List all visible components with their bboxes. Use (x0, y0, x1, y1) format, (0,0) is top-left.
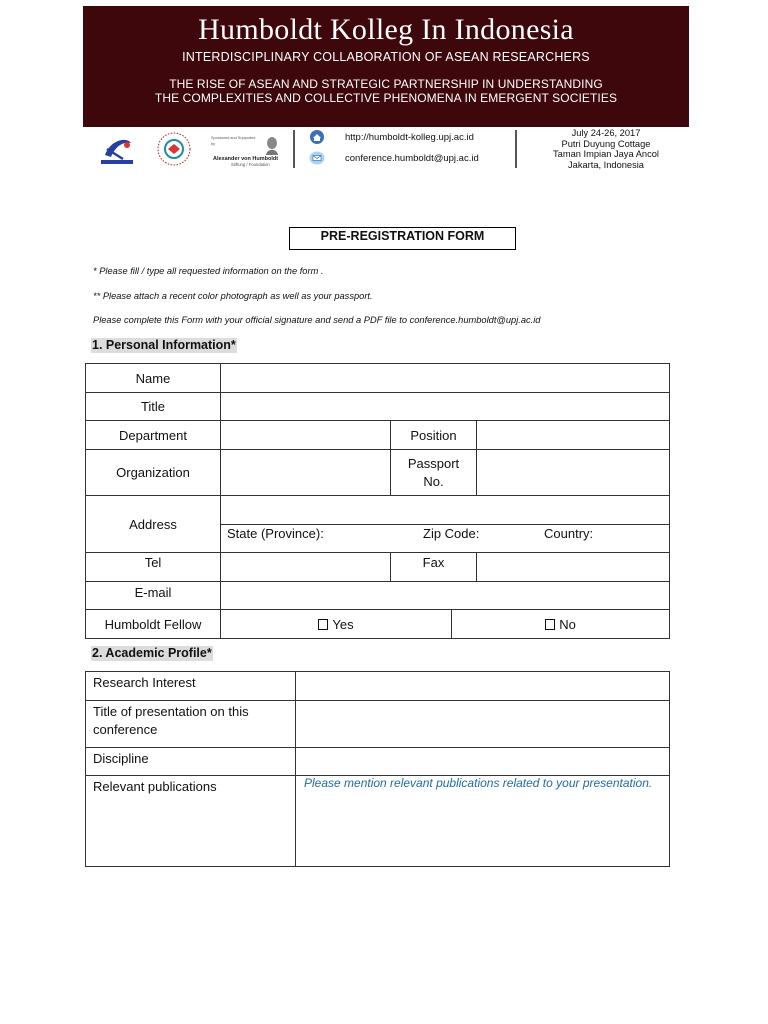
tel-field[interactable] (221, 553, 391, 582)
email-label: E-mail (86, 582, 221, 610)
state-label: State (Province): (227, 526, 324, 541)
personal-info-heading: 1. Personal Information* (92, 338, 236, 352)
email-field[interactable] (221, 582, 670, 610)
fax-label: Fax (391, 553, 477, 582)
humboldt-portrait-icon (264, 135, 280, 155)
website-link[interactable]: http://humboldt-kolleg.upj.ac.id (345, 131, 474, 143)
discipline-label: Discipline (86, 748, 296, 776)
form-title: PRE-REGISTRATION FORM (289, 227, 516, 250)
department-field[interactable] (221, 421, 391, 450)
zip-label: Zip Code: (423, 526, 480, 541)
passport-label (391, 450, 477, 496)
yes-label: Yes (332, 616, 354, 632)
organization-field[interactable] (221, 450, 391, 496)
discipline-field[interactable] (296, 748, 670, 776)
email-row[interactable] (309, 151, 479, 165)
position-label: Position (391, 421, 477, 450)
mail-icon (309, 151, 325, 165)
sponsor-sub: Stiftung / Foundation (231, 162, 270, 167)
conference-title: Humboldt Kolleg In Indonesia (198, 13, 574, 46)
presentation-title-field[interactable] (296, 701, 670, 748)
presentation-title-label (86, 701, 296, 748)
event-venue-3: Jakarta, Indonesia (568, 159, 644, 170)
header-banner (83, 6, 689, 127)
event-dates (523, 128, 689, 170)
divider (515, 130, 517, 168)
humboldt-foundation-logo (211, 133, 283, 167)
academic-profile-heading: 2. Academic Profile* (92, 646, 212, 660)
academic-profile-table (85, 671, 670, 867)
department-label: Department (86, 421, 221, 450)
info-bar (83, 127, 689, 172)
name-label: Name (86, 364, 221, 393)
address-label: Address (86, 496, 221, 553)
pestekom-logo-icon (97, 133, 137, 167)
research-interest-field[interactable] (296, 672, 670, 701)
address-field[interactable] (221, 496, 670, 525)
passport-field[interactable] (477, 450, 670, 496)
event-date: July 24-26, 2017 (571, 128, 641, 138)
country-label: Country: (544, 526, 594, 541)
website-row[interactable] (309, 130, 474, 144)
conference-subtitle: INTERDISCIPLINARY COLLABORATION OF ASEAN RESEARCHERS (182, 50, 590, 64)
presentation-title-line-2: conference (93, 722, 158, 737)
note-1: * Please fill / type all requested information on the form . (93, 266, 324, 276)
home-icon (309, 130, 325, 144)
note-2: ** Please attach a recent color photograph as well as your passport. (93, 291, 373, 301)
name-field[interactable] (221, 364, 670, 393)
yes-checkbox[interactable] (318, 619, 328, 630)
organization-label: Organization (86, 450, 221, 496)
sponsor-small-text: Sponsored and Supported by (211, 136, 256, 146)
note-3: Please complete this Form with your official signature and send a PDF file to conference.humboldt@upj.ac.id (93, 315, 541, 325)
presentation-title-line-1: Title of presentation on this (93, 704, 249, 719)
sponsor-name: Alexander von Humboldt (213, 156, 279, 162)
university-logo-icon (153, 130, 195, 168)
fellow-yes-option[interactable] (221, 610, 452, 639)
passport-label-line-2: No. (423, 473, 444, 489)
theme-line-1: THE RISE OF ASEAN AND STRATEGIC PARTNERSHIP IN UNDERSTANDING (169, 77, 603, 91)
passport-label-line-1: Passport (407, 455, 460, 471)
humboldt-fellow-label: Humboldt Fellow (86, 610, 221, 639)
theme-line-2: THE COMPLEXITIES AND COLLECTIVE PHENOMENA IN EMERGENT SOCIETIES (154, 91, 618, 105)
title-field[interactable] (221, 393, 670, 421)
no-checkbox[interactable] (545, 619, 555, 630)
no-label: No (559, 616, 576, 632)
publications-label: Relevant publications (86, 776, 296, 867)
tel-label: Tel (86, 553, 221, 582)
publications-hint: Please mention relevant publications related to your presentation. (304, 776, 653, 790)
research-interest-label: Research Interest (86, 672, 296, 701)
conference-theme (83, 77, 689, 105)
position-field[interactable] (477, 421, 670, 450)
event-venue-1: Putri Duyung Cottage (561, 138, 651, 149)
publications-field[interactable] (296, 776, 670, 867)
personal-info-table (85, 363, 670, 639)
event-venue-2: Taman Impian Jaya Ancol (553, 149, 659, 159)
fax-field[interactable] (477, 553, 670, 582)
email-link[interactable]: conference.humboldt@upj.ac.id (345, 152, 479, 164)
title-label: Title (86, 393, 221, 421)
fellow-no-option[interactable] (452, 610, 670, 639)
address-detail-row[interactable] (221, 525, 670, 553)
divider (293, 130, 295, 168)
